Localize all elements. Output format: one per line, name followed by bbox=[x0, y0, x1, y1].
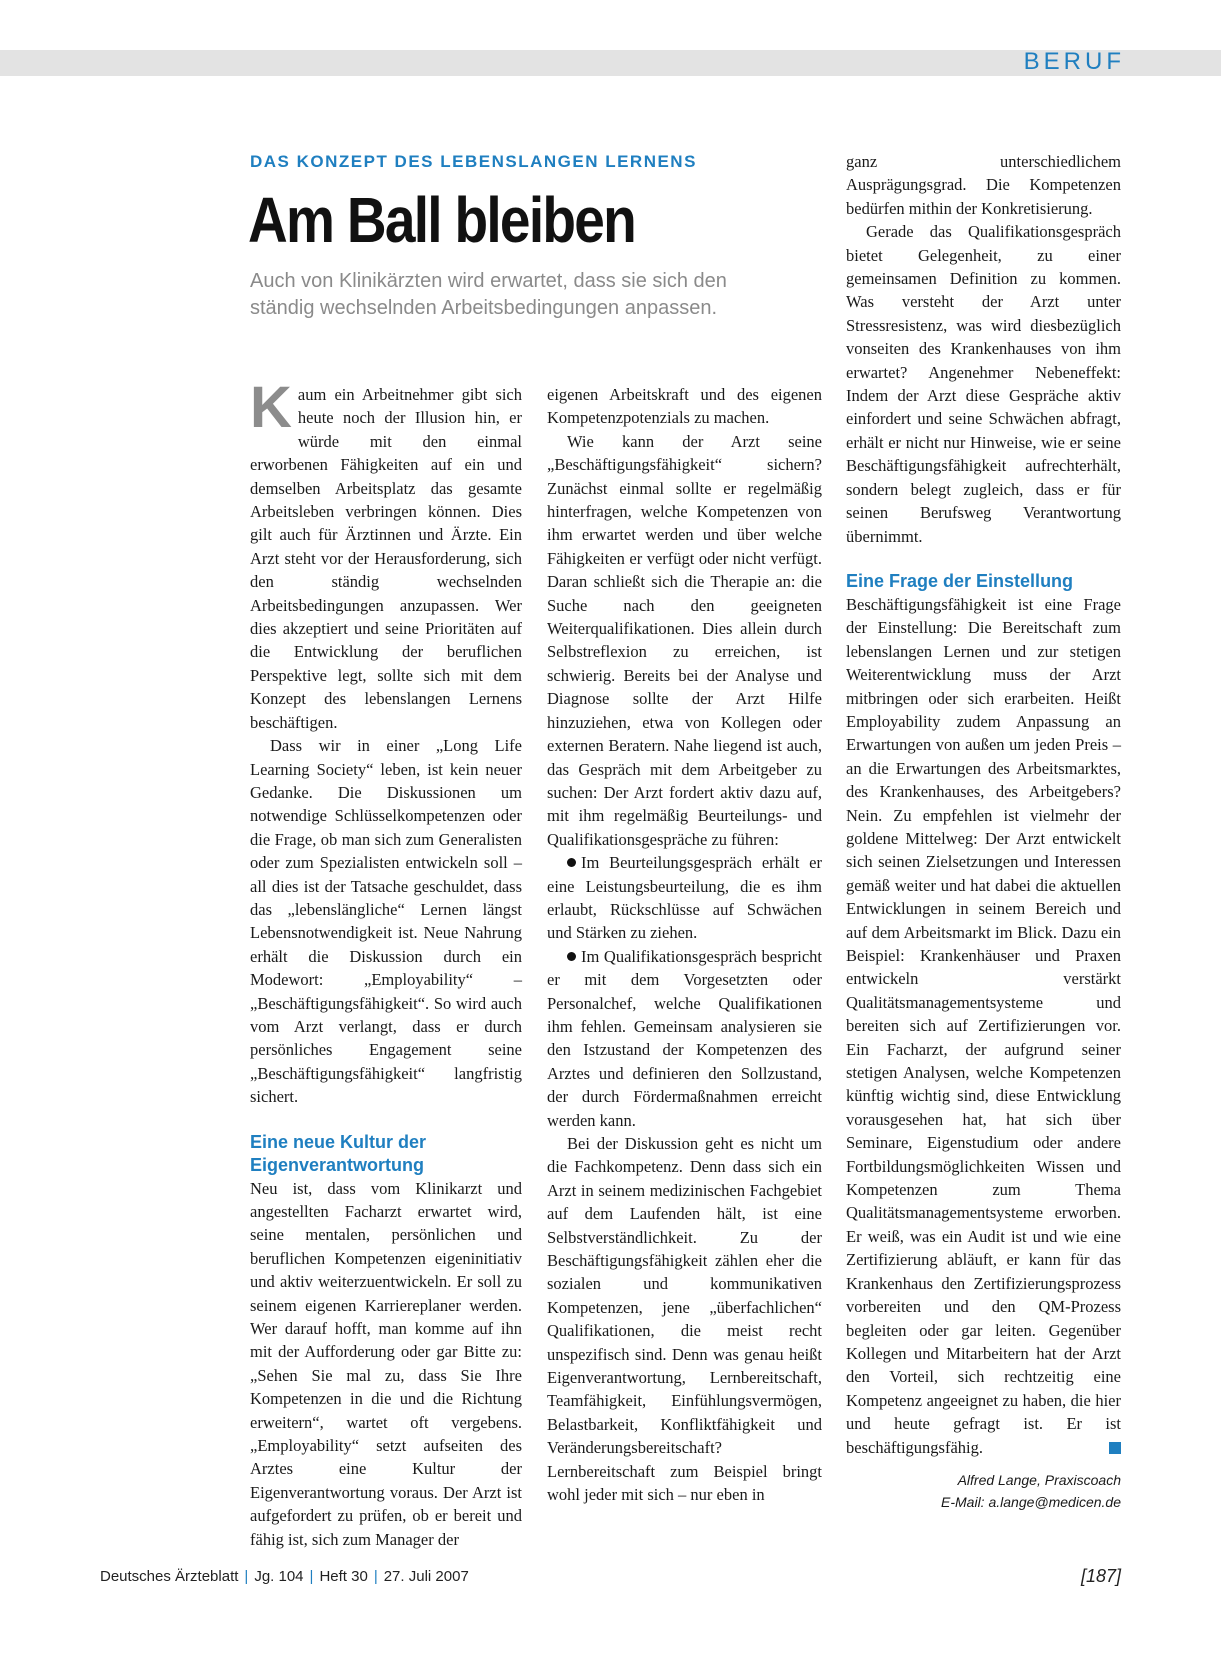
footer-date: 27. Juli 2007 bbox=[383, 1568, 469, 1585]
footer-citation bbox=[100, 1568, 469, 1585]
text-column-1 bbox=[250, 375, 522, 1551]
footer-separator: | bbox=[309, 1568, 314, 1585]
footer-separator: | bbox=[373, 1568, 378, 1585]
page-number: [187] bbox=[1080, 1566, 1121, 1586]
end-mark-icon bbox=[1109, 1442, 1121, 1454]
paragraph-intro-text: aum ein Arbeitnehmer gibt sich heute noch der Illusion hin, er würde mit den einmal erworbenen Fähigkeiten auf ein und demselben Arbeitsplatz das gesamte Arbeitsleben verbringen können. Dies gilt auch für Ärztinnen und Ärzte. Ein Arzt steht vor der Herausforderung, sich den ständig wechselnden Arbeitsbedingungen anzupassen. Wer dies akzeptiert und seine Prioritäten auf die Entwicklung der beruflichen Perspektive legt, sollte sich mit dem Konzept des lebenslangen Lernens beschäftigen. bbox=[250, 385, 522, 732]
article-title: Am Ball bleiben bbox=[248, 184, 636, 256]
paragraph: eigenen Arbeitskraft und des eigenen Kompetenzpotenzials zu machen. bbox=[547, 385, 822, 428]
footer-separator: | bbox=[244, 1568, 249, 1585]
footer-issue: Heft 30 bbox=[319, 1568, 368, 1585]
author-name: Alfred Lange, Praxiscoach bbox=[957, 1471, 1121, 1488]
bullet-item bbox=[547, 945, 822, 1132]
article-kicker: DAS KONZEPT DES LEBENSLANGEN LERNENS bbox=[250, 152, 697, 171]
text-column-2 bbox=[547, 383, 822, 1507]
subheading-eigenverantwortung: Eine neue Kultur der Eigenverantwortung bbox=[250, 1131, 427, 1175]
paragraph: Gerade das Qualifikationsgespräch bietet Gelegenheit, zu einer gemeinsamen Definition zu kommen. Was versteht der Arzt unter Stressresistenz, was wird diesbezüglich vonseiten des Krankenhauses von ihm erwartet? Angenehmer Nebeneffekt: Indem der Arzt diese Gespräche aktiv einfordert und seine Schwächen abfragt, erhält er nicht nur Hinweise, wie er seine Beschäftigungsfähigkeit aufrechterhält, sondern belegt zugleich, dass er für seinen Berufsweg Verantwortung übernimmt. bbox=[846, 222, 1121, 546]
paragraph: Dass wir in einer „Long Life Learning Society“ leben, ist kein neuer Gedanke. Die Diskussionen um notwendige Schlüsselkompetenzen oder die Frage, ob man sich zum Generalisten oder zum Spezialisten entwickeln soll – all dies ist der Tatsache geschuldet, dass das „lebenslängliche“ Lernen längst Lebensnotwendigkeit ist. Neue Nahrung erhält die Diskussion durch ein Modewort: „Employability“ – „Beschäftigungsfähigkeit“. So wird auch vom Arzt verlangt, dass er durch persönliches Engagement seine „Beschäftigungsfähigkeit“ langfristig sichert. bbox=[250, 736, 522, 1107]
footer-volume: Jg. 104 bbox=[254, 1568, 304, 1585]
author-email: E-Mail: a.lange@medicen.de bbox=[941, 1493, 1121, 1510]
bullet-icon bbox=[567, 952, 576, 961]
bullet-item bbox=[547, 851, 822, 945]
footer-journal: Deutsches Ärzteblatt bbox=[100, 1568, 239, 1585]
bullet-text: Im Beurteilungsgespräch erhält er eine Leistungsbeurteilung, die es ihm erlaubt, Rückschlüsse auf Schwächen und Stärken zu ziehen. bbox=[547, 853, 822, 943]
subheading-einstellung: Eine Frage der Einstellung bbox=[846, 570, 1074, 591]
paragraph: Wie kann der Arzt seine „Beschäftigungsfähigkeit“ sichern? Zunächst einmal sollte er regelmäßig hinterfragen, welche Kompetenzen von ihm erwartet werden und über welche Fähigkeiten er verfügt oder nicht verfügt. Daran schließt sich die Therapie an: die Suche nach den geeigneten Weiterqualifikationen. Dies allein durch Selbstreflexion zu erreichen, ist schwierig. Bereits bei der Analyse und Diagnose sollte der Arzt Hilfe hinzuziehen, etwa von Kollegen oder externen Beratern. Nahe liegend ist auch, das Gespräch mit dem Arbeitgeber zu suchen: Der Arzt fordert aktiv dazu auf, mit ihm regelmäßig Beurteilungs- und Qualifikationsgespräche zu führen: bbox=[547, 431, 822, 849]
bullet-text: Im Qualifikationsgespräch bespricht er mit dem Vorgesetzten oder Personalchef, welche Qualifikationen ihm fehlen. Gemeinsam analysieren sie den Istzustand der Kompetenzen des Arztes und definieren den Sollzustand, der durch Fördermaßnahmen erreicht werden kann. bbox=[547, 946, 822, 1130]
section-label: BERUF bbox=[1023, 48, 1125, 75]
paragraph-final bbox=[846, 593, 1121, 1459]
paragraph-intro bbox=[250, 375, 522, 734]
text-column-3 bbox=[846, 150, 1121, 1513]
dek-line-1: Auch von Klinikärzten wird erwartet, dass sie sich den bbox=[250, 270, 727, 292]
bullet-icon bbox=[567, 858, 576, 867]
paragraph: Bei der Diskussion geht es nicht um die Fachkompetenz. Denn dass sich ein Arzt in seinem medizinischen Fachgebiet auf dem Laufenden hält, ist eine Selbstverständlichkeit. Zu der Beschäftigungsfähigkeit zählen eher die sozialen und kommunikativen Kompetenzen, jene „überfachlichen“ Qualifikationen, die meist recht unspezifisch sind. Denn was genau heißt Eigenverantwortung, Lernbereitschaft, Teamfähigkeit, Einfühlungsvermögen, Belastbarkeit, Konfliktfähigkeit und Veränderungsbereitschaft? Lernbereitschaft zum Beispiel bringt wohl jeder mit sich – nur eben in bbox=[547, 1134, 822, 1505]
dek-line-2: ständig wechselnden Arbeitsbedingungen anpassen. bbox=[250, 297, 718, 319]
drop-cap: K bbox=[250, 375, 292, 440]
paragraph: ganz unterschiedlichem Ausprägungsgrad. Die Kompetenzen bedürfen mithin der Konkretisierung. bbox=[846, 152, 1121, 218]
paragraph: Neu ist, dass vom Klinikarzt und angestellten Facharzt erwartet wird, seine mentalen, persönlichen und beruflichen Kompetenzen eigeninitiativ und aktiv weiterzuentwickeln. Er soll zu seinem eigenen Karriereplaner werden. Wer darauf hofft, man komme auf ihn mit der Aufforderung oder gar Bitte zu: „Sehen Sie mal zu, dass Sie Ihre Kompetenzen in die und die Richtung erweitern“, wartet oft vergebens. „Employability“ setzt aufseiten des Arztes eine Kultur der Eigenverantwortung voraus. Der Arzt ist aufgefordert zu prüfen, ob er bereit und fähig ist, sich zum Manager der bbox=[250, 1178, 522, 1549]
article-dek bbox=[250, 268, 820, 322]
author-block bbox=[846, 1469, 1121, 1513]
paragraph-final-text: Beschäftigungsfähigkeit ist eine Frage der Einstellung: Die Bereitschaft zum lebenslangen Lernen und zur stetigen Weiterentwicklung muss der Arzt mitbringen oder sich erarbeiten. Heißt Employability zudem Anpassung an Erwartungen von außen um jeden Preis – an die Erwartungen des Arbeitsmarktes, des Krankenhauses, des Arbeitgebers? Nein. Zu empfehlen ist vielmehr der goldene Mittelweg: Der Arzt entwickelt sich seinen Zielsetzungen und Interessen gemäß weiter und hat dabei die aktuellen Entwicklungen in seinem Bereich und auf dem Arbeitsmarkt im Blick. Dazu ein Beispiel: Krankenhäuser und Praxen entwickeln verstärkt Qualitätsmanagementsysteme und bereiten sich auf Zertifizierungen vor. Ein Facharzt, der aufgrund seiner stetigen Analysen, welche Kompetenzen künftig wichtig sind, diese Entwicklung vorausgesehen hat, hat sich über Seminare, Eigenstudium oder andere Fortbildungsmöglichkeiten Wissen und Kompetenzen zum Thema Qualitätsmanagementsysteme erworben. Er weiß, was ein Audit ist und wie eine Zertifizierung abläuft, er kann für das Krankenhaus den Zertifizierungsprozess vorbereiten und den QM-Prozess begleiten oder gar leiten. Gegenüber Kollegen und Mitarbeitern hat der Arzt den Vorteil, sich rechtzeitig eine Kompetenz angeeignet zu haben, die hier und heute gefragt ist. Er ist beschäftigungsfähig. bbox=[846, 594, 1121, 1457]
